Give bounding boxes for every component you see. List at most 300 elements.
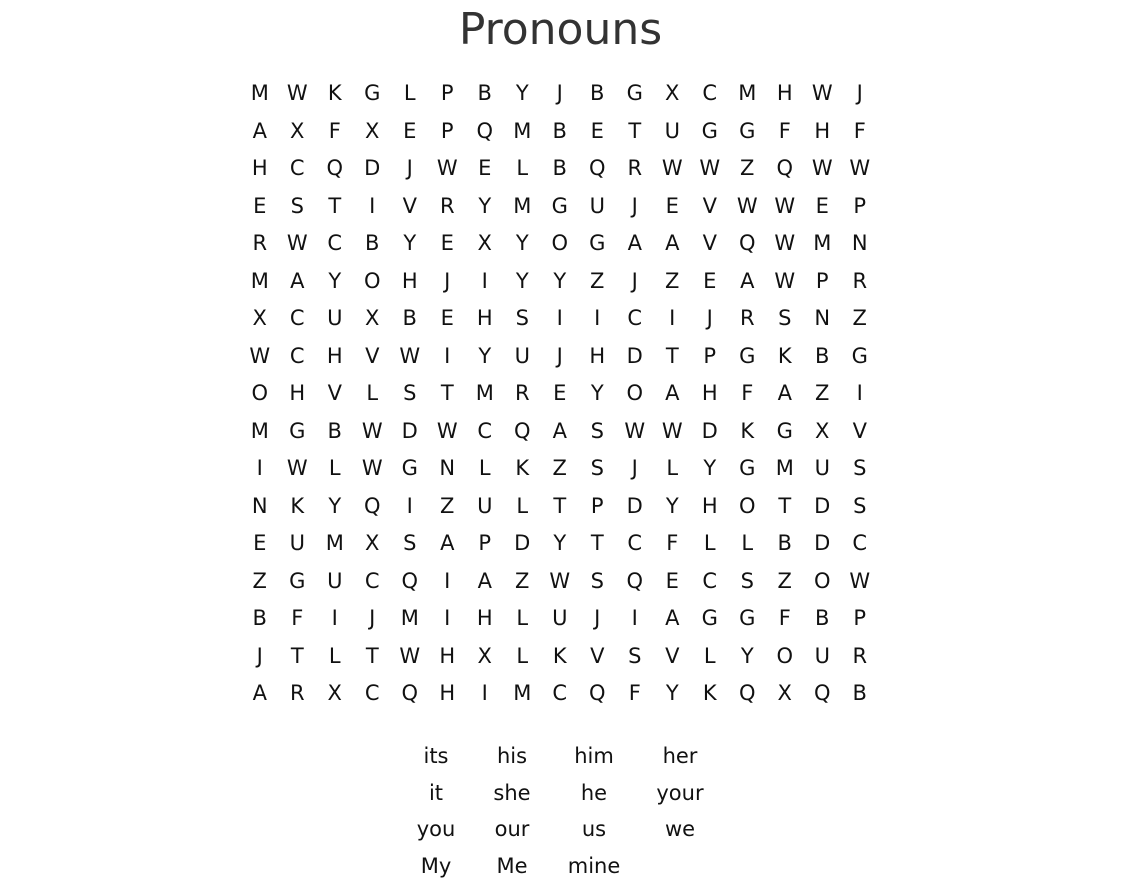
grid-row [241,113,881,151]
grid-letter: Y [541,263,579,301]
grid-letter: V [579,638,617,676]
grid-letter: Y [504,263,542,301]
grid-letter: X [466,225,504,263]
grid-letter: O [354,263,392,301]
grid-letter: M [729,75,767,113]
word-list-item: us [552,811,636,848]
grid-letter: J [241,638,279,676]
grid-letter: W [391,338,429,376]
grid-letter: J [579,600,617,638]
grid-letter: W [279,450,317,488]
grid-letter: U [316,300,354,338]
grid-letter: B [391,300,429,338]
grid-row [241,375,881,413]
grid-letter: D [616,338,654,376]
grid-letter: H [241,150,279,188]
grid-letter: I [429,600,467,638]
grid-letter: W [541,563,579,601]
grid-letter: S [616,638,654,676]
grid-letter: G [279,413,317,451]
grid-letter: G [541,188,579,226]
grid-letter: X [316,675,354,713]
grid-letter: M [391,600,429,638]
grid-letter: P [429,113,467,151]
grid-letter: I [654,300,692,338]
grid-letter: V [691,225,729,263]
grid-row [241,563,881,601]
grid-letter: O [804,563,842,601]
grid-letter: P [579,488,617,526]
word-list-item: we [636,811,724,848]
grid-letter: J [541,75,579,113]
grid-letter: S [579,413,617,451]
grid-letter: P [841,600,879,638]
grid-letter: Z [429,488,467,526]
grid-letter: L [316,450,354,488]
grid-letter: W [841,563,879,601]
grid-letter: L [729,525,767,563]
grid-letter: D [691,413,729,451]
grid-letter: W [766,225,804,263]
grid-letter: Q [354,488,392,526]
grid-letter: U [654,113,692,151]
grid-letter: S [841,488,879,526]
grid-letter: R [841,638,879,676]
grid-letter: R [279,675,317,713]
grid-letter: K [729,413,767,451]
grid-letter: T [541,488,579,526]
grid-letter: V [391,188,429,226]
grid-letter: W [279,75,317,113]
grid-letter: H [279,375,317,413]
grid-letter: A [729,263,767,301]
grid-letter: W [279,225,317,263]
grid-letter: D [616,488,654,526]
grid-letter: X [466,638,504,676]
grid-letter: L [691,638,729,676]
grid-letter: P [466,525,504,563]
grid-letter: C [354,563,392,601]
grid-letter: G [391,450,429,488]
grid-letter: V [841,413,879,451]
grid-letter: M [504,113,542,151]
grid-letter: Q [316,150,354,188]
grid-letter: Z [654,263,692,301]
grid-letter: E [391,113,429,151]
grid-letter: C [316,225,354,263]
grid-letter: Y [316,488,354,526]
grid-letter: C [841,525,879,563]
word-list-item: our [472,811,552,848]
grid-letter: D [804,488,842,526]
grid-letter: Q [766,150,804,188]
grid-row [241,450,881,488]
grid-letter: S [579,563,617,601]
grid-letter: D [804,525,842,563]
grid-letter: M [504,675,542,713]
grid-letter: V [316,375,354,413]
grid-letter: T [616,113,654,151]
grid-letter: Z [504,563,542,601]
grid-letter: S [841,450,879,488]
grid-letter: G [729,450,767,488]
grid-letter: S [279,188,317,226]
grid-letter: I [429,563,467,601]
grid-letter: I [429,338,467,376]
word-list-item: Me [472,848,552,884]
grid-letter: Y [579,375,617,413]
grid-letter: F [841,113,879,151]
grid-letter: G [766,413,804,451]
grid-letter: Z [841,300,879,338]
grid-letter: P [841,188,879,226]
grid-letter: R [729,300,767,338]
grid-letter: C [279,150,317,188]
grid-letter: B [541,113,579,151]
grid-letter: W [616,413,654,451]
grid-letter: E [466,150,504,188]
grid-letter: N [241,488,279,526]
grid-letter: K [691,675,729,713]
grid-letter: S [391,525,429,563]
grid-letter: B [541,150,579,188]
grid-letter: I [354,188,392,226]
grid-letter: P [804,263,842,301]
grid-letter: X [804,413,842,451]
grid-letter: S [579,450,617,488]
grid-letter: T [316,188,354,226]
grid-letter: P [429,75,467,113]
grid-row [241,225,881,263]
grid-letter: E [579,113,617,151]
grid-row [241,600,881,638]
word-list-item: its [400,738,472,775]
grid-letter: E [241,525,279,563]
grid-letter: Y [654,675,692,713]
grid-letter: M [466,375,504,413]
word-list-item: mine [552,848,636,884]
grid-letter: S [504,300,542,338]
grid-letter: W [354,413,392,451]
grid-letter: T [279,638,317,676]
grid-letter: I [616,600,654,638]
grid-letter: J [541,338,579,376]
grid-letter: X [279,113,317,151]
grid-letter: Y [729,638,767,676]
grid-letter: J [429,263,467,301]
grid-letter: G [729,600,767,638]
grid-letter: Z [579,263,617,301]
grid-letter: U [316,563,354,601]
grid-letter: W [654,413,692,451]
grid-letter: H [316,338,354,376]
grid-letter: M [316,525,354,563]
grid-letter: L [654,450,692,488]
grid-letter: T [429,375,467,413]
grid-row [241,675,881,713]
grid-letter: A [429,525,467,563]
grid-letter: A [654,600,692,638]
word-list-item: he [552,775,636,812]
grid-row [241,413,881,451]
grid-letter: Y [541,525,579,563]
grid-letter: I [541,300,579,338]
grid-letter: R [504,375,542,413]
grid-letter: N [429,450,467,488]
grid-letter: P [691,338,729,376]
grid-letter: A [279,263,317,301]
grid-letter: B [354,225,392,263]
grid-letter: H [691,488,729,526]
grid-letter: W [691,150,729,188]
grid-letter: I [466,675,504,713]
grid-letter: W [391,638,429,676]
word-list-item: it [400,775,472,812]
grid-letter: W [804,150,842,188]
grid-letter: W [429,413,467,451]
grid-letter: F [279,600,317,638]
grid-row [241,488,881,526]
grid-letter: L [391,75,429,113]
grid-letter: K [766,338,804,376]
grid-letter: H [579,338,617,376]
grid-letter: J [841,75,879,113]
grid-letter: U [804,638,842,676]
grid-letter: F [616,675,654,713]
grid-letter: A [616,225,654,263]
grid-letter: L [691,525,729,563]
grid-letter: J [391,150,429,188]
grid-letter: T [579,525,617,563]
grid-letter: O [729,488,767,526]
grid-letter: X [354,300,392,338]
grid-letter: B [241,600,279,638]
grid-letter: R [241,225,279,263]
grid-letter: M [241,75,279,113]
grid-letter: I [579,300,617,338]
grid-letter: L [504,638,542,676]
grid-letter: C [466,413,504,451]
grid-letter: O [616,375,654,413]
grid-letter: G [354,75,392,113]
grid-letter: T [354,638,392,676]
grid-letter: C [616,300,654,338]
grid-letter: C [691,563,729,601]
grid-letter: Z [241,563,279,601]
grid-letter: Y [316,263,354,301]
page-title: Pronouns [0,2,1121,58]
grid-letter: S [391,375,429,413]
grid-row [241,300,881,338]
grid-letter: E [654,563,692,601]
grid-letter: Q [729,225,767,263]
grid-letter: G [579,225,617,263]
grid-letter: R [429,188,467,226]
grid-letter: Q [466,113,504,151]
grid-letter: W [654,150,692,188]
grid-letter: T [766,488,804,526]
word-list-item: she [472,775,552,812]
grid-letter: Q [729,675,767,713]
grid-letter: C [354,675,392,713]
grid-letter: F [766,600,804,638]
grid-row [241,188,881,226]
grid-letter: D [504,525,542,563]
grid-letter: U [466,488,504,526]
grid-letter: A [654,375,692,413]
grid-letter: Q [579,675,617,713]
grid-letter: N [804,300,842,338]
grid-letter: X [654,75,692,113]
grid-letter: Y [504,225,542,263]
grid-letter: T [654,338,692,376]
grid-letter: I [316,600,354,638]
letter-grid [241,75,881,713]
grid-letter: A [541,413,579,451]
grid-letter: L [316,638,354,676]
grid-letter: W [841,150,879,188]
grid-letter: O [241,375,279,413]
grid-letter: J [354,600,392,638]
grid-letter: G [691,113,729,151]
grid-letter: H [766,75,804,113]
grid-letter: B [579,75,617,113]
grid-letter: Y [466,188,504,226]
grid-letter: H [466,600,504,638]
grid-letter: M [241,263,279,301]
grid-letter: X [241,300,279,338]
grid-letter: M [766,450,804,488]
grid-letter: F [729,375,767,413]
grid-letter: Y [466,338,504,376]
grid-letter: A [466,563,504,601]
grid-letter: I [391,488,429,526]
word-list-item: My [400,848,472,884]
grid-letter: U [541,600,579,638]
grid-letter: L [504,600,542,638]
grid-letter: G [729,338,767,376]
grid-letter: Y [504,75,542,113]
grid-letter: Z [766,563,804,601]
grid-letter: E [654,188,692,226]
grid-letter: D [391,413,429,451]
grid-letter: E [429,225,467,263]
grid-letter: N [841,225,879,263]
grid-letter: I [241,450,279,488]
grid-letter: A [241,113,279,151]
grid-letter: B [316,413,354,451]
grid-letter: S [729,563,767,601]
grid-letter: U [804,450,842,488]
grid-letter: W [354,450,392,488]
grid-letter: B [766,525,804,563]
grid-letter: O [541,225,579,263]
grid-letter: H [429,638,467,676]
grid-letter: O [766,638,804,676]
word-list-item: him [552,738,636,775]
grid-letter: A [654,225,692,263]
word-list-item: her [636,738,724,775]
grid-letter: G [616,75,654,113]
grid-letter: H [691,375,729,413]
grid-row [241,150,881,188]
grid-letter: C [279,300,317,338]
grid-row [241,338,881,376]
grid-letter: J [616,188,654,226]
grid-letter: E [691,263,729,301]
grid-letter: C [541,675,579,713]
grid-letter: H [466,300,504,338]
grid-letter: B [466,75,504,113]
grid-letter: Y [654,488,692,526]
grid-row [241,638,881,676]
grid-letter: U [504,338,542,376]
grid-letter: J [616,263,654,301]
grid-letter: D [354,150,392,188]
grid-letter: C [691,75,729,113]
grid-letter: E [241,188,279,226]
grid-letter: V [691,188,729,226]
grid-letter: E [804,188,842,226]
grid-letter: H [429,675,467,713]
grid-row [241,75,881,113]
grid-letter: R [616,150,654,188]
grid-letter: H [391,263,429,301]
grid-letter: L [354,375,392,413]
grid-letter: I [466,263,504,301]
grid-letter: X [766,675,804,713]
grid-letter: M [241,413,279,451]
grid-letter: H [804,113,842,151]
grid-letter: Z [729,150,767,188]
grid-letter: L [504,488,542,526]
grid-letter: K [316,75,354,113]
grid-letter: L [466,450,504,488]
grid-letter: Z [541,450,579,488]
grid-letter: U [579,188,617,226]
grid-row [241,263,881,301]
grid-letter: Z [804,375,842,413]
grid-letter: G [279,563,317,601]
grid-letter: S [766,300,804,338]
grid-letter: C [279,338,317,376]
grid-letter: E [429,300,467,338]
grid-letter: V [354,338,392,376]
grid-letter: J [691,300,729,338]
grid-letter: M [504,188,542,226]
grid-letter: I [841,375,879,413]
grid-letter: W [804,75,842,113]
grid-letter: F [654,525,692,563]
grid-letter: B [804,338,842,376]
grid-letter: Q [616,563,654,601]
grid-letter: W [766,263,804,301]
grid-letter: W [241,338,279,376]
grid-letter: L [504,150,542,188]
grid-letter: A [766,375,804,413]
grid-letter: G [841,338,879,376]
grid-letter: Q [391,675,429,713]
grid-letter: G [729,113,767,151]
grid-letter: F [766,113,804,151]
grid-letter: Y [691,450,729,488]
grid-letter: V [654,638,692,676]
grid-letter: Q [391,563,429,601]
grid-letter: Y [391,225,429,263]
word-list [400,738,740,884]
grid-letter: R [841,263,879,301]
grid-letter: G [691,600,729,638]
